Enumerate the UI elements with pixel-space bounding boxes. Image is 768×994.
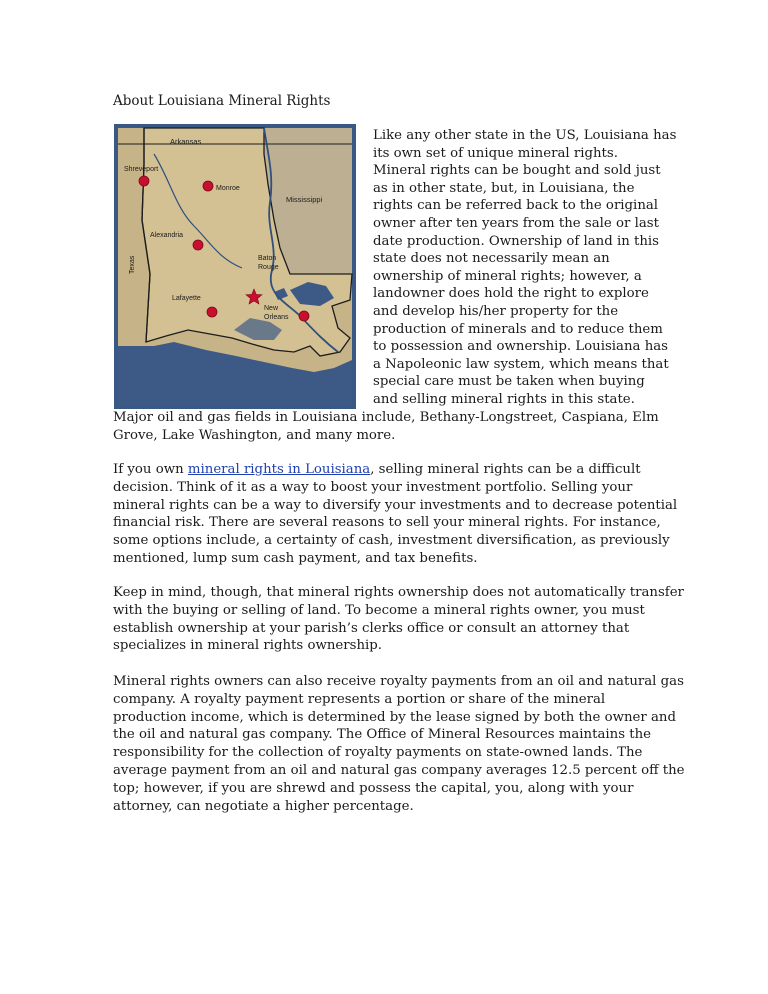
map-label-new-orleans-line2: Orleans [264,314,289,321]
text-line: specializes in mineral rights ownership. [113,638,382,654]
text-line: special care must be taken when buying [373,374,645,390]
selling-rights-paragraph [113,461,678,568]
text-line: production income, which is determined by the lease signed by both the owner and [113,709,677,725]
text-line: mineral rights can be a way to diversify your investments and to decrease potential [113,497,678,513]
text-line: average payment from an oil and natural gas company averages 12.5 percent off the [113,762,685,778]
city-marker-monroe [203,181,213,191]
map-label-shreveport: Shreveport [124,166,159,173]
text-line: and selling mineral rights in this state. [373,391,635,407]
text-line: rights can be referred back to the original [373,198,659,214]
intro-paragraph [373,127,677,409]
text-line: state does not necessarily mean an [373,251,610,267]
text-line: Mineral rights owners can also receive royalty payments from an oil and natural gas [113,674,684,689]
text-suffix: , selling mineral rights can be a difficult [370,462,641,477]
text-line: company. A royalty payment represents a portion or share of the mineral [113,691,606,707]
text-line: attorney, can negotiate a higher percentage. [113,798,414,814]
text-line: with the buying or selling of land. To become a mineral rights owner, you must [113,602,645,618]
ownership-paragraph [113,584,684,655]
document-title: About Louisiana Mineral Rights [113,93,331,109]
text-line: decision. Think of it as a way to boost your investment portfolio. Selling your [113,479,633,495]
text-line: Keep in mind, though, that mineral rights ownership does not automatically transfer [113,585,684,600]
city-marker-lafayette [207,307,217,317]
text-line: landowner does hold the right to explore [373,286,649,302]
text-line: a Napoleonic law system, which means that [373,356,669,372]
text-line: its own set of unique mineral rights. [373,145,618,161]
text-line: financial risk. There are several reasons to sell your mineral rights. For instance, [113,515,661,531]
text-line: Major oil and gas fields in Louisiana include, Bethany-Longstreet, Caspiana, Elm [113,410,659,425]
text-line: the oil and natural gas company. The Office of Mineral Resources maintains the [113,727,652,743]
royalty-paragraph [113,673,685,815]
map-label-texas: Texas [129,255,136,274]
text-line: and develop his/her property for the [373,303,619,319]
map-label-monroe: Monroe [216,185,240,192]
text-line: top; however, if you are shrewd and possess the capital, you, along with your [113,780,634,796]
text-line: responsibility for the collection of royalty payments on state-owned lands. The [113,745,643,761]
mineral-rights-link[interactable]: mineral rights in Louisiana [187,462,371,477]
city-marker-new-orleans [299,311,309,321]
map-label-mississippi: Mississippi [286,195,323,204]
text-line: to possession and ownership. Louisiana has [373,339,669,355]
louisiana-map [114,124,356,409]
map-label-arkansas: Arkansas [170,137,202,146]
text-prefix: If you own [113,462,188,477]
text-line [113,461,661,479]
text-line: date production. Ownership of land in this [373,233,660,249]
text-line: owner after ten years from the sale or last [373,215,659,231]
text-line: as in other state, but, in Louisiana, the [373,180,635,196]
map-label-alexandria: Alexandria [150,232,184,239]
oil-fields-paragraph [113,409,661,445]
text-line: ownership of mineral rights; however, a [373,268,642,284]
city-marker-alexandria [193,240,203,250]
city-marker-shreveport [139,176,149,186]
map-label-baton-rouge-line1: Baton [258,255,277,262]
map-label-new-orleans-line1: New [264,305,279,312]
text-line: Mineral rights can be bought and sold just [373,163,661,179]
text-line: Grove, Lake Washington, and many more. [113,427,396,443]
text-line: some options include, a certainty of cash, investment diversification, as previously [113,533,670,549]
text-line: establish ownership at your parish’s clerks office or consult an attorney that [113,620,630,636]
map-label-baton-rouge-line2: Rouge [258,264,279,271]
text-line: production of minerals and to reduce them [373,321,663,337]
text-line: Like any other state in the US, Louisiana has [373,128,677,143]
map-label-lafayette: Lafayette [172,295,201,302]
text-line: mentioned, lump sum cash payment, and tax benefits. [113,550,478,566]
